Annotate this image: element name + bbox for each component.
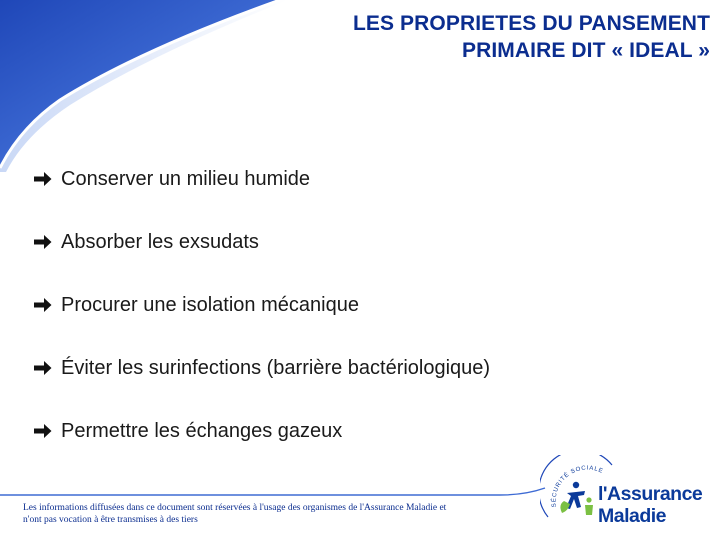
slide-title [150, 10, 710, 64]
bullet-item [34, 353, 490, 383]
footer-line-2: n'ont pas vocation à être transmises à des tiers [23, 515, 198, 525]
footer-line-1: Les informations diffusées dans ce document sont réservées à l'usage des organismes de l'Assurance Maladie et [23, 503, 447, 513]
assurance-maladie-logo [540, 455, 715, 535]
bullet-item [34, 164, 310, 194]
bullet-item [34, 227, 259, 257]
right-arrow-icon [34, 234, 52, 250]
title-line-1: LES PROPRIETES DU PANSEMENT [352, 12, 710, 35]
logo-brand-line-1: l'Assurance [598, 483, 703, 505]
bullet-text: Absorber les exsudats [61, 230, 259, 253]
title-line-2: PRIMAIRE DIT « IDEAL » [461, 39, 710, 62]
bullet-item [34, 290, 359, 320]
right-arrow-icon [34, 360, 52, 376]
logo-brand-line-2: Maladie [598, 505, 667, 527]
bullet-text: Permettre les échanges gazeux [61, 419, 343, 442]
bullet-item [34, 416, 342, 446]
right-arrow-icon [34, 171, 52, 187]
bullet-text: Procurer une isolation mécanique [61, 293, 359, 316]
right-arrow-icon [34, 423, 52, 439]
logo-arc-text: SÉCURITÉ SOCIALE [551, 465, 604, 508]
bullet-text: Conserver un milieu humide [61, 167, 311, 190]
right-arrow-icon [34, 297, 52, 313]
footer-disclaimer [23, 502, 523, 526]
bullet-text: Éviter les surinfections (barrière bactériologique) [61, 356, 491, 379]
